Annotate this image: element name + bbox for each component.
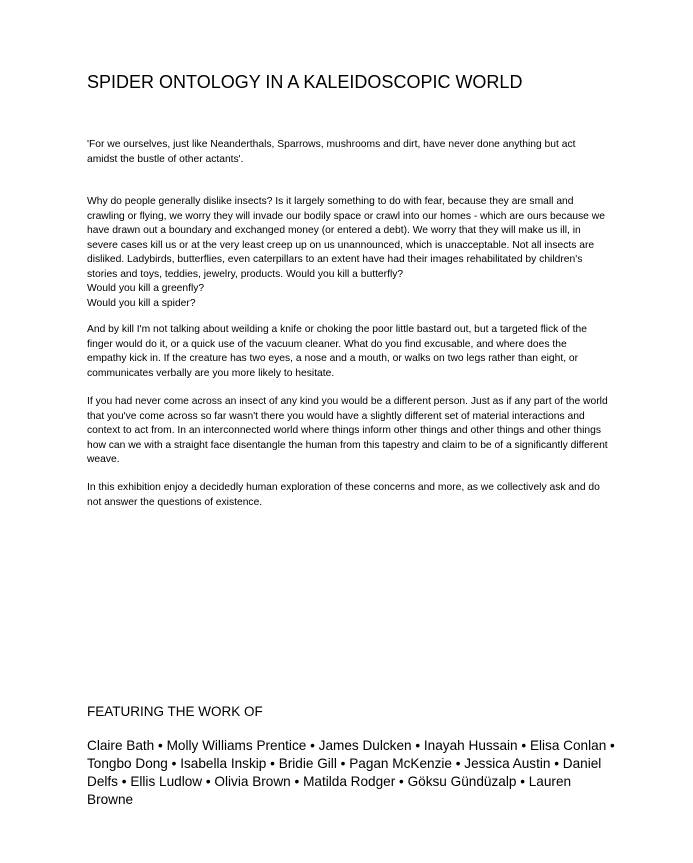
artist-name: Lauren Browne — [87, 774, 572, 807]
artist-separator: • — [171, 756, 177, 771]
featuring-heading: FEATURING THE WORK OF — [87, 704, 263, 719]
artist-separator: • — [270, 756, 275, 771]
artist-separator: • — [158, 738, 163, 753]
artist-list — [87, 737, 617, 809]
artist-name: James Dulcken — [318, 738, 412, 753]
artist-separator: • — [521, 738, 527, 753]
artist-separator: • — [121, 774, 127, 789]
artist-name: Elisa Conlan — [529, 738, 607, 753]
artist-separator: • — [205, 774, 211, 789]
paragraph-interconnected: If you had never come across an insect of any kind you would be a different person. Just as if any part of the world that you've come across so far wasn't there you would have a slightly different set of material interactions and context to act from. In an interconnected world where things inform other things and other things and other things how can we with a straight face disentangle the human from this tapestry and claim to be of a significantly different weave. — [87, 396, 608, 465]
artist-name: Olivia Brown — [214, 774, 291, 789]
paragraph-kill: And by kill I'm not talking about weilding a knife or choking the poor little bastard out, but a targeted flick of the finger would do it, or a quick use of the vacuum cleaner. What do you find excusable, and where does the empathy kick in. If the creature has two eyes, a nose and a mouth, or walks on two legs rather than eight, or communicates verbally are you more likely to hesitate. — [87, 324, 587, 379]
artist-name: Tongbo Dong — [87, 756, 168, 771]
paragraph-insects-text: Why do people generally dislike insects? Is it largely something to do with fear, because they are small and crawling or flying, we worry they will invade our bodily space or crawl into our homes - which are ours because we have drawn out a boundary and exchanged money (or entered a debt). We worry that they will make us ill, in severe cases kill us or at the very least creep up on us unannounced, which is unacceptable. Not all insects are disliked. Ladybirds, butterflies, even caterpillars to an extent have had their images rehabilitated by children's stories and toys, teddies, jewelry, products. Would you kill a butterfly? — [87, 196, 605, 280]
artist-separator: • — [340, 756, 346, 771]
page-title: SPIDER ONTOLOGY IN A KALEIDOSCOPIC WORLD — [87, 72, 523, 92]
artist-separator: • — [554, 756, 559, 771]
artist-name: Molly Williams Prentice — [166, 738, 307, 753]
artist-name: Matilda Rodger — [303, 774, 396, 789]
artist-separator: • — [520, 774, 525, 789]
paragraph-insects — [87, 195, 609, 311]
artist-separator: • — [399, 774, 404, 789]
question-spider: Would you kill a spider? — [87, 297, 196, 309]
question-greenfly: Would you kill a greenfly? — [87, 283, 205, 294]
artist-name: Isabella Inskip — [180, 756, 267, 771]
epigraph-quote: 'For we ourselves, just like Neanderthals, Sparrows, mushrooms and dirt, have never done anything but act amidst the bustle of other actants'. — [87, 139, 576, 165]
paragraph-exhibition: In this exhibition enjoy a decidedly human exploration of these concerns and more, as we collectively ask and do not answer the questions of existence. — [87, 482, 600, 508]
artist-separator: • — [415, 738, 421, 753]
artist-name: Claire Bath — [87, 738, 155, 753]
artist-name: Bridie Gill — [278, 756, 337, 771]
artist-name: Pagan McKenzie — [349, 756, 452, 771]
artist-name: Ellis Ludlow — [130, 774, 203, 789]
artist-separator: • — [294, 774, 300, 789]
artist-name: Göksu Gündüzalp — [407, 774, 517, 789]
artist-name: Daniel Delfs — [87, 756, 602, 789]
artist-separator: • — [455, 756, 461, 771]
artist-separator: • — [610, 738, 615, 753]
artist-name: Inayah Hussain — [423, 738, 518, 753]
artist-name: Jessica Austin — [464, 756, 551, 771]
artist-separator: • — [310, 738, 315, 753]
